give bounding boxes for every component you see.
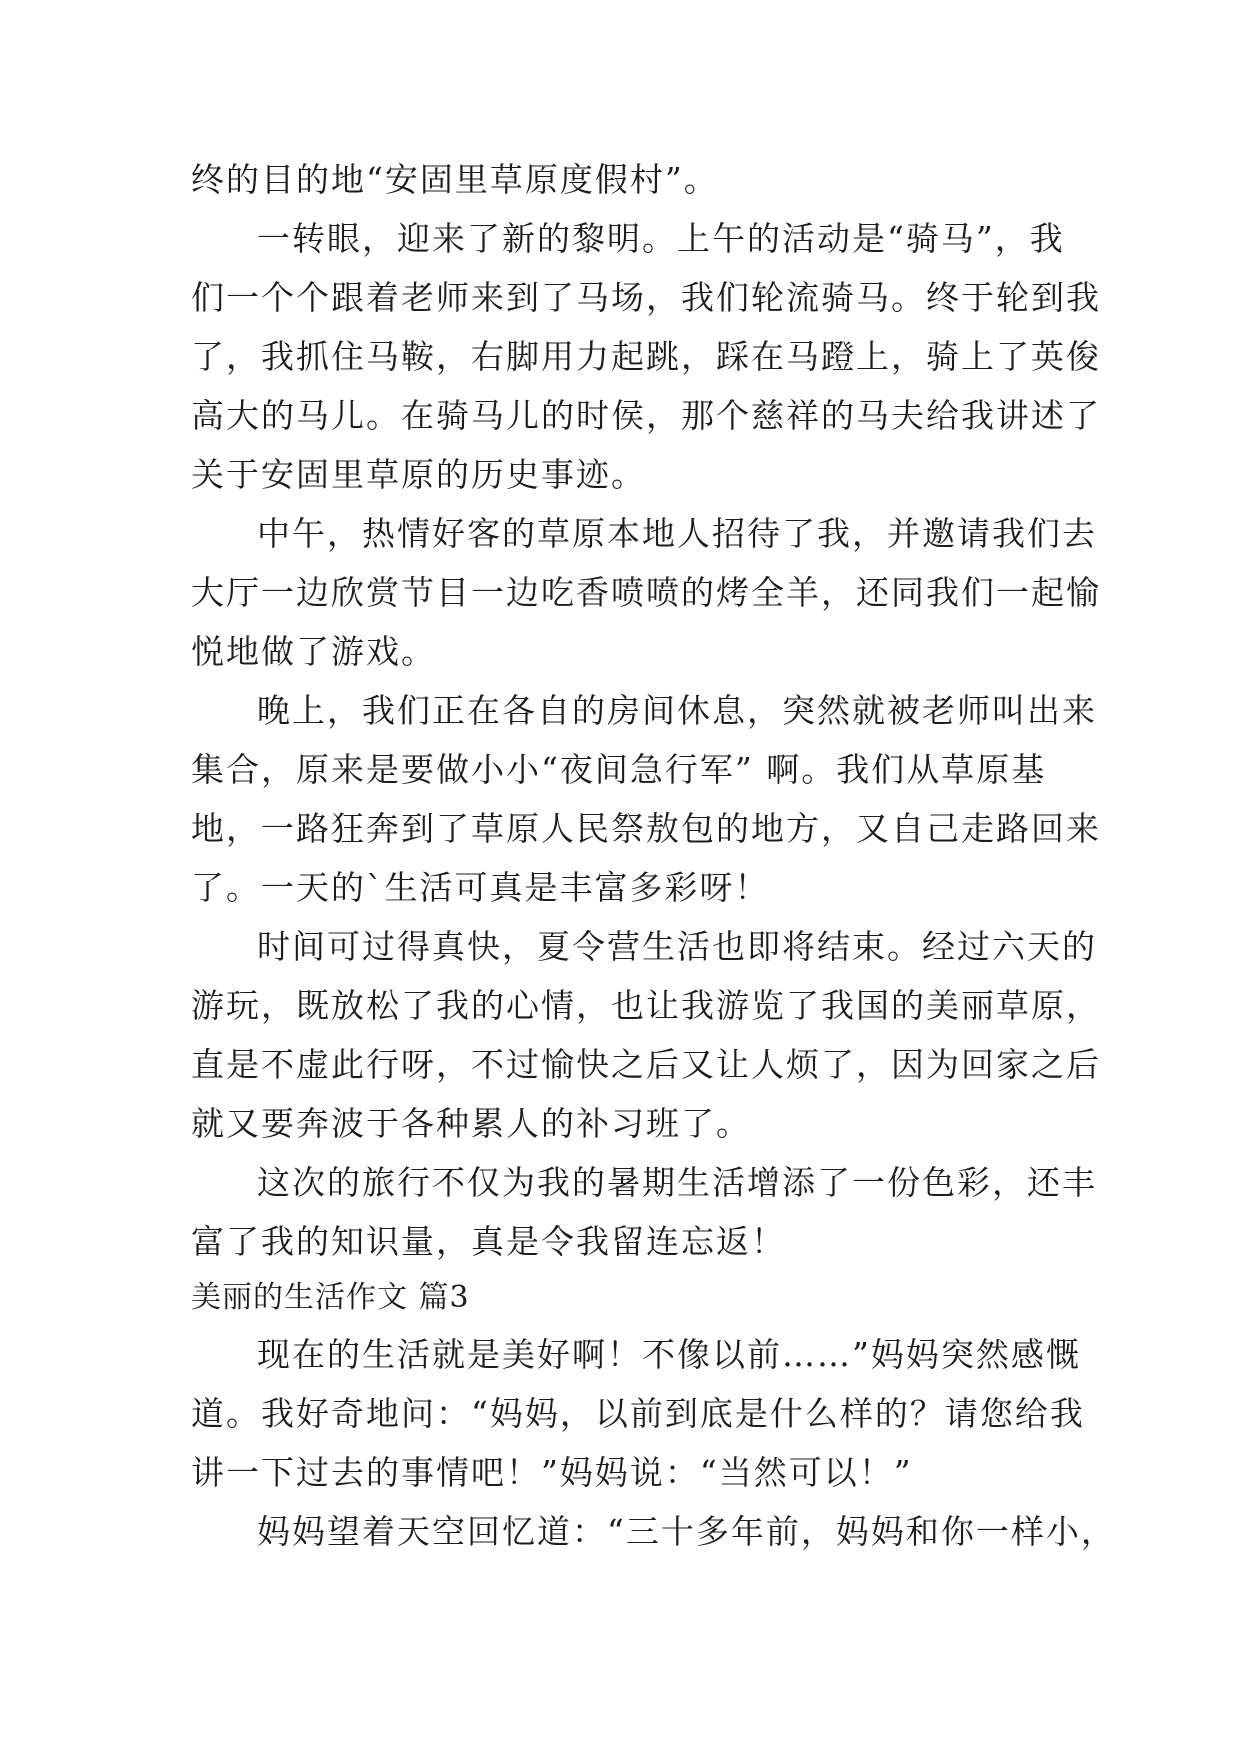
text-line: 妈妈望着天空回忆道：“三十多年前，妈妈和你一样小， (257, 1512, 1116, 1551)
text-line: 了，我抓住马鞍，右脚用力起跳，踩在马蹬上，骑上了英俊 (191, 337, 1101, 376)
text-line: 就又要奔波于各种累人的补习班了。 (191, 1104, 751, 1143)
text-line: 悦地做了游戏。 (191, 632, 436, 671)
text-line: 了。一天的`生活可真是丰富多彩呀！ (191, 868, 770, 907)
text-line: 大厅一边欣赏节目一边吃香喷喷的烤全羊，还同我们一起愉 (191, 573, 1101, 612)
text-line: 一转眼，迎来了新的黎明。上午的活动是“骑马”，我 (257, 219, 1065, 258)
text-line: 时间可过得真快，夏令营生活也即将结束。经过六天的 (257, 927, 1097, 966)
text-line: 集合，原来是要做小小“夜间急行军” 啊。我们从草原基 (191, 750, 1047, 789)
text-line: 终的目的地“安固里草原度假村”。 (191, 160, 719, 199)
text-line: 高大的马儿。在骑马儿的时侯，那个慈祥的马夫给我讲述了 (191, 396, 1101, 435)
text-line: 关于安固里草原的历史事迹。 (191, 455, 646, 494)
text-line: 中午，热情好客的草原本地人招待了我，并邀请我们去 (257, 514, 1097, 553)
text-line: 地，一路狂奔到了草原人民祭敖包的地方，又自己走路回来 (191, 809, 1101, 848)
document-body (191, 150, 1116, 1561)
text-line: 富了我的知识量，真是令我留连忘返！ (191, 1222, 786, 1261)
text-line: 晚上，我们正在各自的房间休息，突然就被老师叫出来 (257, 691, 1097, 730)
text-line: 直是不虚此行呀，不过愉快之后又让人烦了，因为回家之后 (191, 1045, 1101, 1084)
text-line: 游玩，既放松了我的心情，也让我游览了我国的美丽草原， (191, 986, 1101, 1025)
text-line: 现在的生活就是美好啊！不像以前……”妈妈突然感慨 (257, 1335, 1081, 1374)
text-line: 这次的旅行不仅为我的暑期生活增添了一份色彩，还丰 (257, 1163, 1097, 1202)
text-line: 们一个个跟着老师来到了马场，我们轮流骑马。终于轮到我 (191, 278, 1101, 317)
text-line: 道。我好奇地问：“妈妈，以前到底是什么样的？请您给我 (191, 1394, 1085, 1433)
section-heading: 美丽的生活作文 篇3 (191, 1280, 470, 1315)
text-line: 讲一下过去的事情吧！”妈妈说：“当然可以！” (191, 1453, 913, 1492)
